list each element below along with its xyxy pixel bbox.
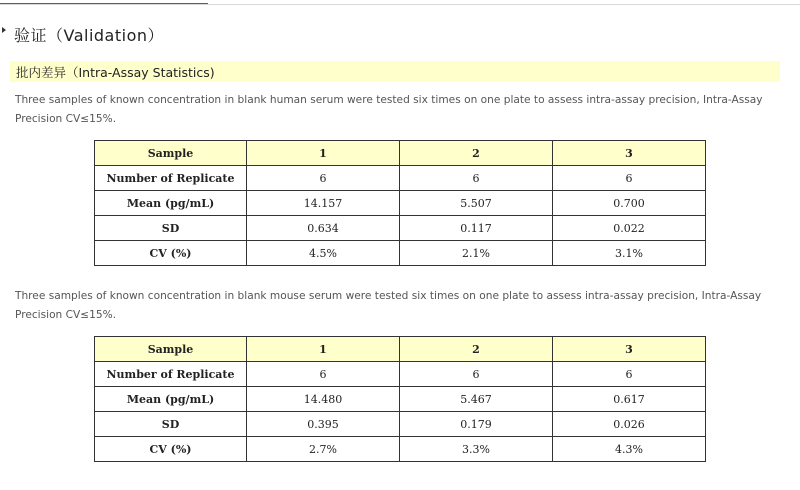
row-label: Number of Replicate — [95, 362, 247, 387]
description-mouse-serum: Three samples of known concentration in blank mouse serum were tested six times on one plate to assess intra-assay precision, Intra-Assay Precision CV≤15%. — [15, 290, 762, 321]
table-cell: 5.467 — [400, 387, 553, 412]
table-header-cell: 1 — [247, 141, 400, 166]
table-cell: 0.700 — [553, 191, 706, 216]
table-cell: 6 — [247, 166, 400, 191]
table-header-cell: 3 — [553, 337, 706, 362]
table-header-cell: Sample — [95, 141, 247, 166]
table-cell: 3.1% — [553, 241, 706, 266]
row-label: Mean (pg/mL) — [95, 191, 247, 216]
table-cell: 6 — [553, 166, 706, 191]
table-row — [95, 166, 706, 191]
triangle-bullet-icon — [2, 27, 6, 33]
top-divider — [0, 4, 800, 5]
subsection-bar — [10, 61, 780, 82]
table-header-row — [95, 337, 706, 362]
table-cell: 4.5% — [247, 241, 400, 266]
table-row — [95, 216, 706, 241]
table-cell: 3.3% — [400, 437, 553, 462]
row-label: SD — [95, 216, 247, 241]
table-cell: 5.507 — [400, 191, 553, 216]
description-human-serum: Three samples of known concentration in blank human serum were tested six times on one plate to assess intra-assay precision, Intra-Assay Precision CV≤15%. — [15, 94, 763, 125]
table-cell: 6 — [400, 166, 553, 191]
table-header-cell: Sample — [95, 337, 247, 362]
table-header-row — [95, 141, 706, 166]
table-row — [95, 412, 706, 437]
table-cell: 0.617 — [553, 387, 706, 412]
intra-assay-table-mouse — [94, 336, 706, 462]
table-cell: 6 — [553, 362, 706, 387]
table-cell: 14.480 — [247, 387, 400, 412]
table-cell: 6 — [400, 362, 553, 387]
table-cell: 14.157 — [247, 191, 400, 216]
table-row — [95, 387, 706, 412]
table-cell: 0.022 — [553, 216, 706, 241]
row-label: SD — [95, 412, 247, 437]
table-cell: 0.395 — [247, 412, 400, 437]
table-row — [95, 191, 706, 216]
row-label: CV (%) — [95, 241, 247, 266]
table-row — [95, 437, 706, 462]
table-cell: 0.026 — [553, 412, 706, 437]
row-label: Mean (pg/mL) — [95, 387, 247, 412]
table-cell: 2.1% — [400, 241, 553, 266]
table-row — [95, 241, 706, 266]
section-title: 验证（Validation） — [14, 25, 165, 45]
table-header-cell: 3 — [553, 141, 706, 166]
table-cell: 0.179 — [400, 412, 553, 437]
row-label: CV (%) — [95, 437, 247, 462]
table-cell: 2.7% — [247, 437, 400, 462]
table-cell: 0.117 — [400, 216, 553, 241]
table-cell: 0.634 — [247, 216, 400, 241]
section-header — [2, 22, 164, 46]
intra-assay-table-human — [94, 140, 706, 266]
subsection-title: 批内差异（Intra-Assay Statistics) — [16, 64, 215, 80]
table-cell: 6 — [247, 362, 400, 387]
table-header-cell: 1 — [247, 337, 400, 362]
table-header-cell: 2 — [400, 337, 553, 362]
table-header-cell: 2 — [400, 141, 553, 166]
table-row — [95, 362, 706, 387]
row-label: Number of Replicate — [95, 166, 247, 191]
table-cell: 4.3% — [553, 437, 706, 462]
